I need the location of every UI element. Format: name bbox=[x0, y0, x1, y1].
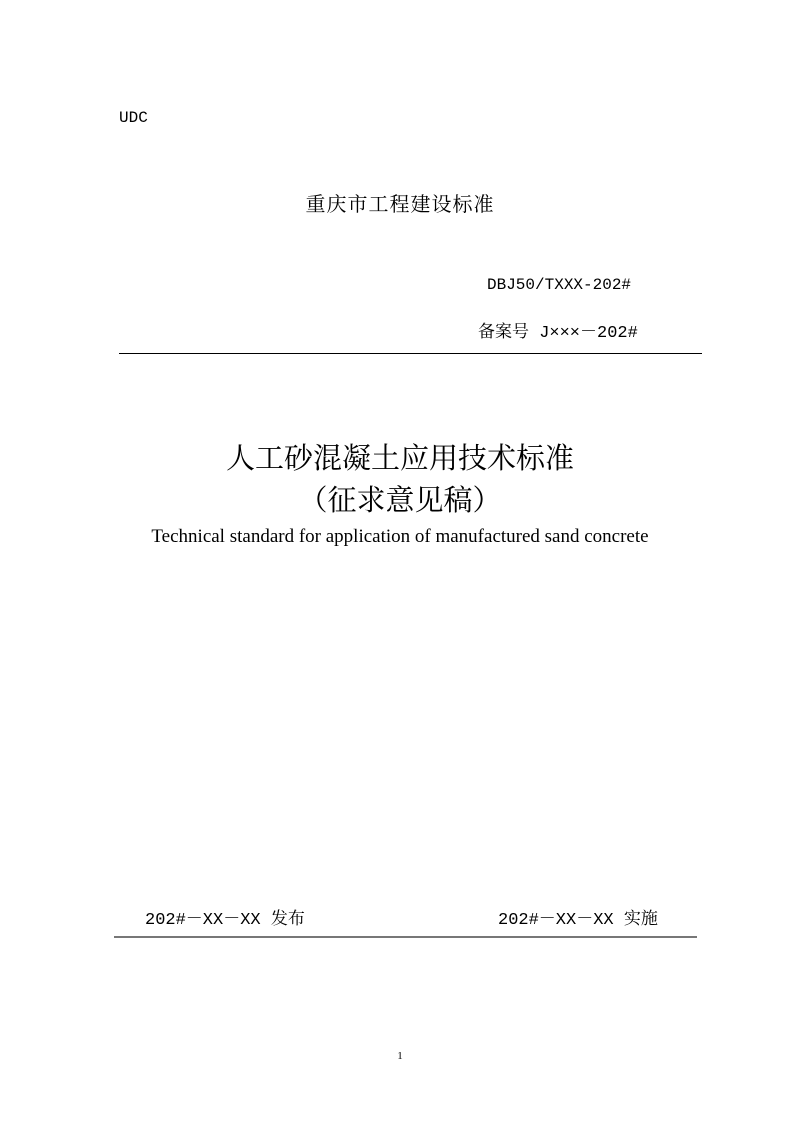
document-title: 人工砂混凝土应用技术标准 bbox=[225, 441, 574, 475]
issuer-title: 重庆市工程建设标准 bbox=[305, 192, 495, 216]
udc-label: UDC bbox=[119, 109, 148, 127]
english-title: Technical standard for application of manufactured sand concrete bbox=[151, 526, 649, 547]
effective-date: 202#－XX－XX 实施 bbox=[498, 911, 658, 930]
draft-note: （征求意见稿） bbox=[298, 483, 502, 517]
publish-date: 202#－XX－XX 发布 bbox=[145, 911, 305, 930]
header-divider bbox=[119, 353, 702, 354]
standard-code: DBJ50/TXXX-202# bbox=[487, 276, 632, 294]
page-number: 1 bbox=[397, 1050, 403, 1062]
record-number: 备案号 J×××－202# bbox=[478, 324, 638, 343]
footer-divider bbox=[114, 936, 697, 938]
